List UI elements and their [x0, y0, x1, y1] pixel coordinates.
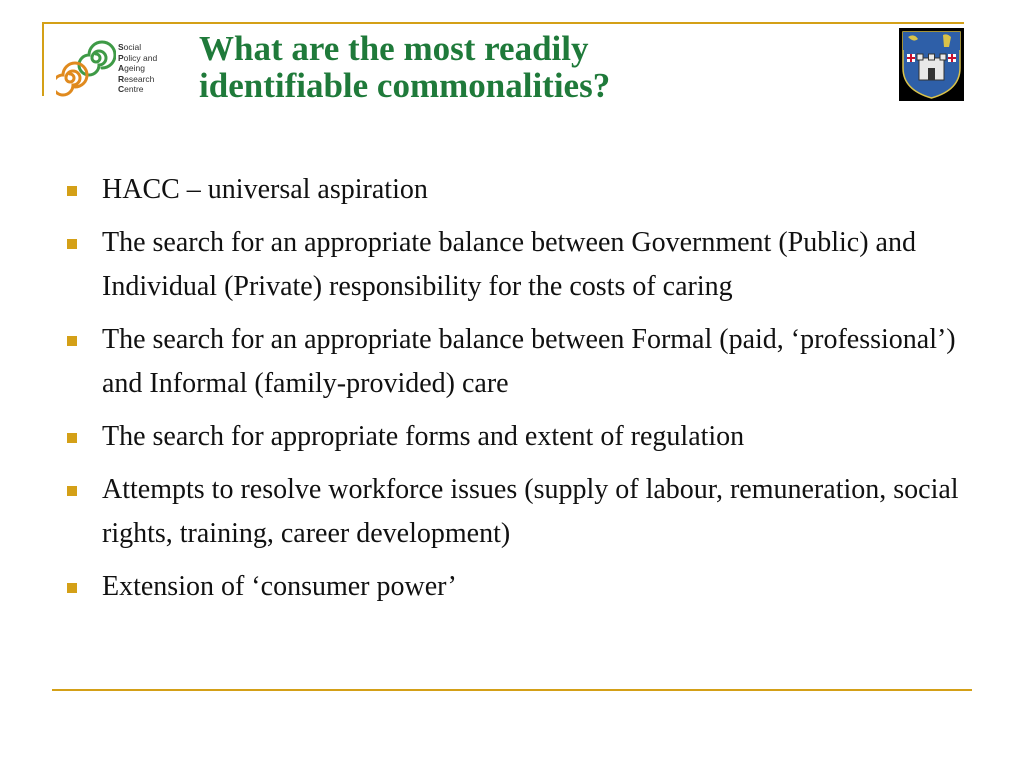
- list-item: [62, 468, 972, 556]
- square-bullet-icon: [67, 583, 77, 593]
- bottom-divider: [52, 689, 972, 691]
- list-item: [62, 565, 972, 609]
- bullet-list: [62, 168, 972, 618]
- top-divider: [42, 22, 964, 24]
- bullet-text: Extension of ‘consumer power’: [102, 571, 457, 602]
- slide-title: [199, 30, 879, 104]
- slide-title-line-1: What are the most readily: [199, 29, 589, 68]
- logo-line: Ageing: [118, 63, 145, 73]
- square-bullet-icon: [67, 486, 77, 496]
- bullet-text: HACC – universal aspiration: [102, 174, 428, 205]
- bullet-text: The search for an appropriate balance between Government (Public) and Individual (Private) responsibility for the costs of caring: [102, 227, 916, 302]
- square-bullet-icon: [67, 239, 77, 249]
- list-item: [62, 221, 972, 309]
- logo-line: Research: [118, 73, 155, 84]
- coat-of-arms-icon: [899, 28, 964, 101]
- spiral-logo-icon: [56, 38, 116, 98]
- list-item: [62, 415, 972, 459]
- square-bullet-icon: [67, 336, 77, 346]
- spapc-logo: [56, 38, 186, 100]
- logo-line: Policy and: [118, 52, 158, 63]
- logo-text: [118, 42, 157, 95]
- slide-title-line-2: identifiable commonalities?: [199, 66, 611, 105]
- list-item: [62, 168, 972, 212]
- left-divider: [42, 22, 44, 96]
- list-item: [62, 318, 972, 406]
- logo-line: Centre: [118, 84, 144, 94]
- square-bullet-icon: [67, 186, 77, 196]
- bullet-text: Attempts to resolve workforce issues (supply of labour, remuneration, social rights, training, career development): [102, 474, 959, 549]
- logo-line: Social: [118, 42, 142, 52]
- bullet-text: The search for appropriate forms and extent of regulation: [102, 421, 745, 452]
- bullet-text: The search for an appropriate balance between Formal (paid, ‘professional’) and Informal (family-provided) care: [102, 324, 956, 399]
- square-bullet-icon: [67, 433, 77, 443]
